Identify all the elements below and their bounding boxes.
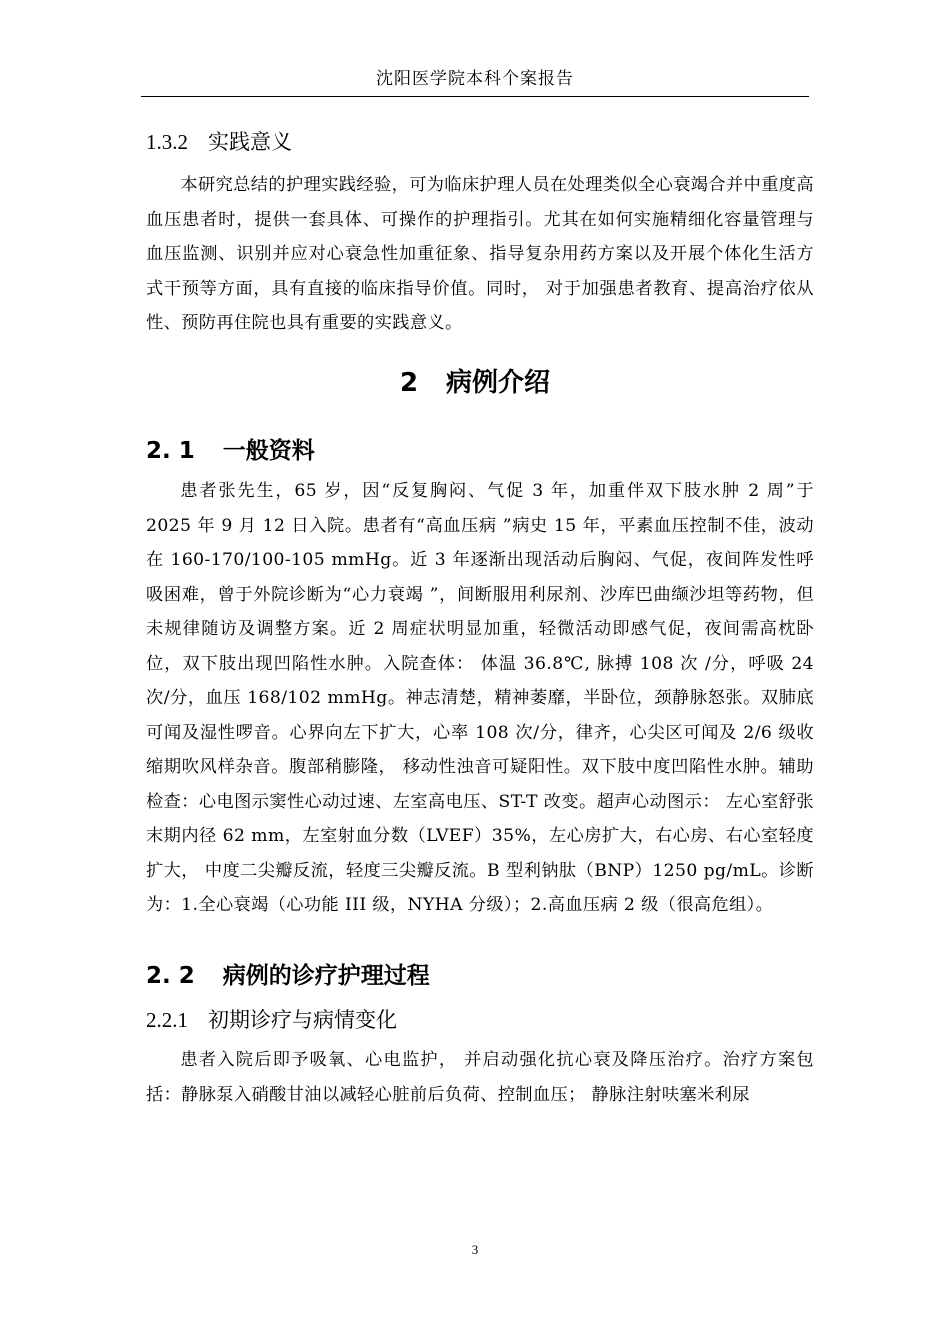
- section-heading-2-1: [146, 432, 315, 465]
- paragraph-general-information: 患者张先生，65 岁，因“反复胸闷、气促 3 年，加重伴双下肢水肿 2 周”于 2025 年 9 月 12 日入院。患者有“高血压病 ”病史 15 年，平素血压控制不佳，波动在 160-170/100-105 mmHg。近 3 年逐渐出现活动后胸闷、气促，夜间阵发性呼吸困难，曾于外院诊断为“心力衰竭 ”，间断服用利尿剂、沙库巴曲缬沙坦等药物，但未规律随访及调整方案。近 2 周症状明显加重，轻微活动即感气促，夜间需高枕卧位，双下肢出现凹陷性水肿。入院查体： 体温 36.8℃, 脉搏 108 次 /分，呼吸 24 次/分，血压 168/102 mmHg。神志清楚，精神萎靡，半卧位，颈静脉怒张。双肺底可闻及湿性啰音。心界向左下扩大，心率 108 次/分，律齐，心尖区可闻及 2/6 级收缩期吹风样杂音。腹部稍膨隆， 移动性浊音可疑阳性。双下肢中度凹陷性水肿。辅助检查：心电图示窦性心动过速、左室高电压、ST-T 改变。超声心动图示： 左心室舒张末期内径 62 mm，左室射血分数（LVEF）35%，左心房扩大，右心房、右心室轻度扩大， 中度二尖瓣反流，轻度三尖瓣反流。B 型利钠肽（BNP）1250 pg/mL。诊断为：1.全心衰竭（心功能 III 级，NYHA 分级）；2.高血压病 2 级（很高危组）。: [146, 481, 814, 915]
- section-number: 2. 2: [146, 963, 195, 989]
- chapter-heading-2: [0, 362, 950, 399]
- paragraph-practical-significance: 本研究总结的护理实践经验，可为临床护理人员在处理类似全心衰竭合并中重度高血压患者时，提供一套具体、可操作的护理指引。尤其在如何实施精细化容量管理与血压监测、识别并应对心衰急性加重征象、指导复杂用药方案以及开展个体化生活方式干预等方面，具有直接的临床指导价值。同时， 对于加强患者教育、提高治疗依从性、预防再住院也具有重要的实践意义。: [146, 175, 814, 333]
- section-heading-2-2-1: [146, 1004, 397, 1034]
- section-title: 初期诊疗与病情变化: [208, 1008, 397, 1032]
- section-title: 病例的诊疗护理过程: [222, 963, 430, 989]
- page-number: 3: [471, 1242, 479, 1257]
- section-title: 实践意义: [208, 130, 292, 154]
- section-heading-1-3-2: [146, 126, 292, 156]
- section-number: 2. 1: [146, 438, 195, 464]
- section-heading-2-2: [146, 957, 430, 990]
- section-title: 一般资料: [222, 438, 315, 464]
- paragraph-initial-treatment: 患者入院后即予吸氧、心电监护， 并启动强化抗心衰及降压治疗。治疗方案包括：静脉泵入硝酸甘油以减轻心脏前后负荷、控制血压； 静脉注射呋塞米利尿: [146, 1050, 814, 1105]
- section-number: 2.2.1: [146, 1008, 188, 1032]
- chapter-title: 病例介绍: [446, 368, 551, 398]
- page-header: 沈阳医学院本科个案报告: [141, 62, 809, 97]
- chapter-number: 2: [399, 368, 419, 398]
- section-number: 1.3.2: [146, 130, 188, 154]
